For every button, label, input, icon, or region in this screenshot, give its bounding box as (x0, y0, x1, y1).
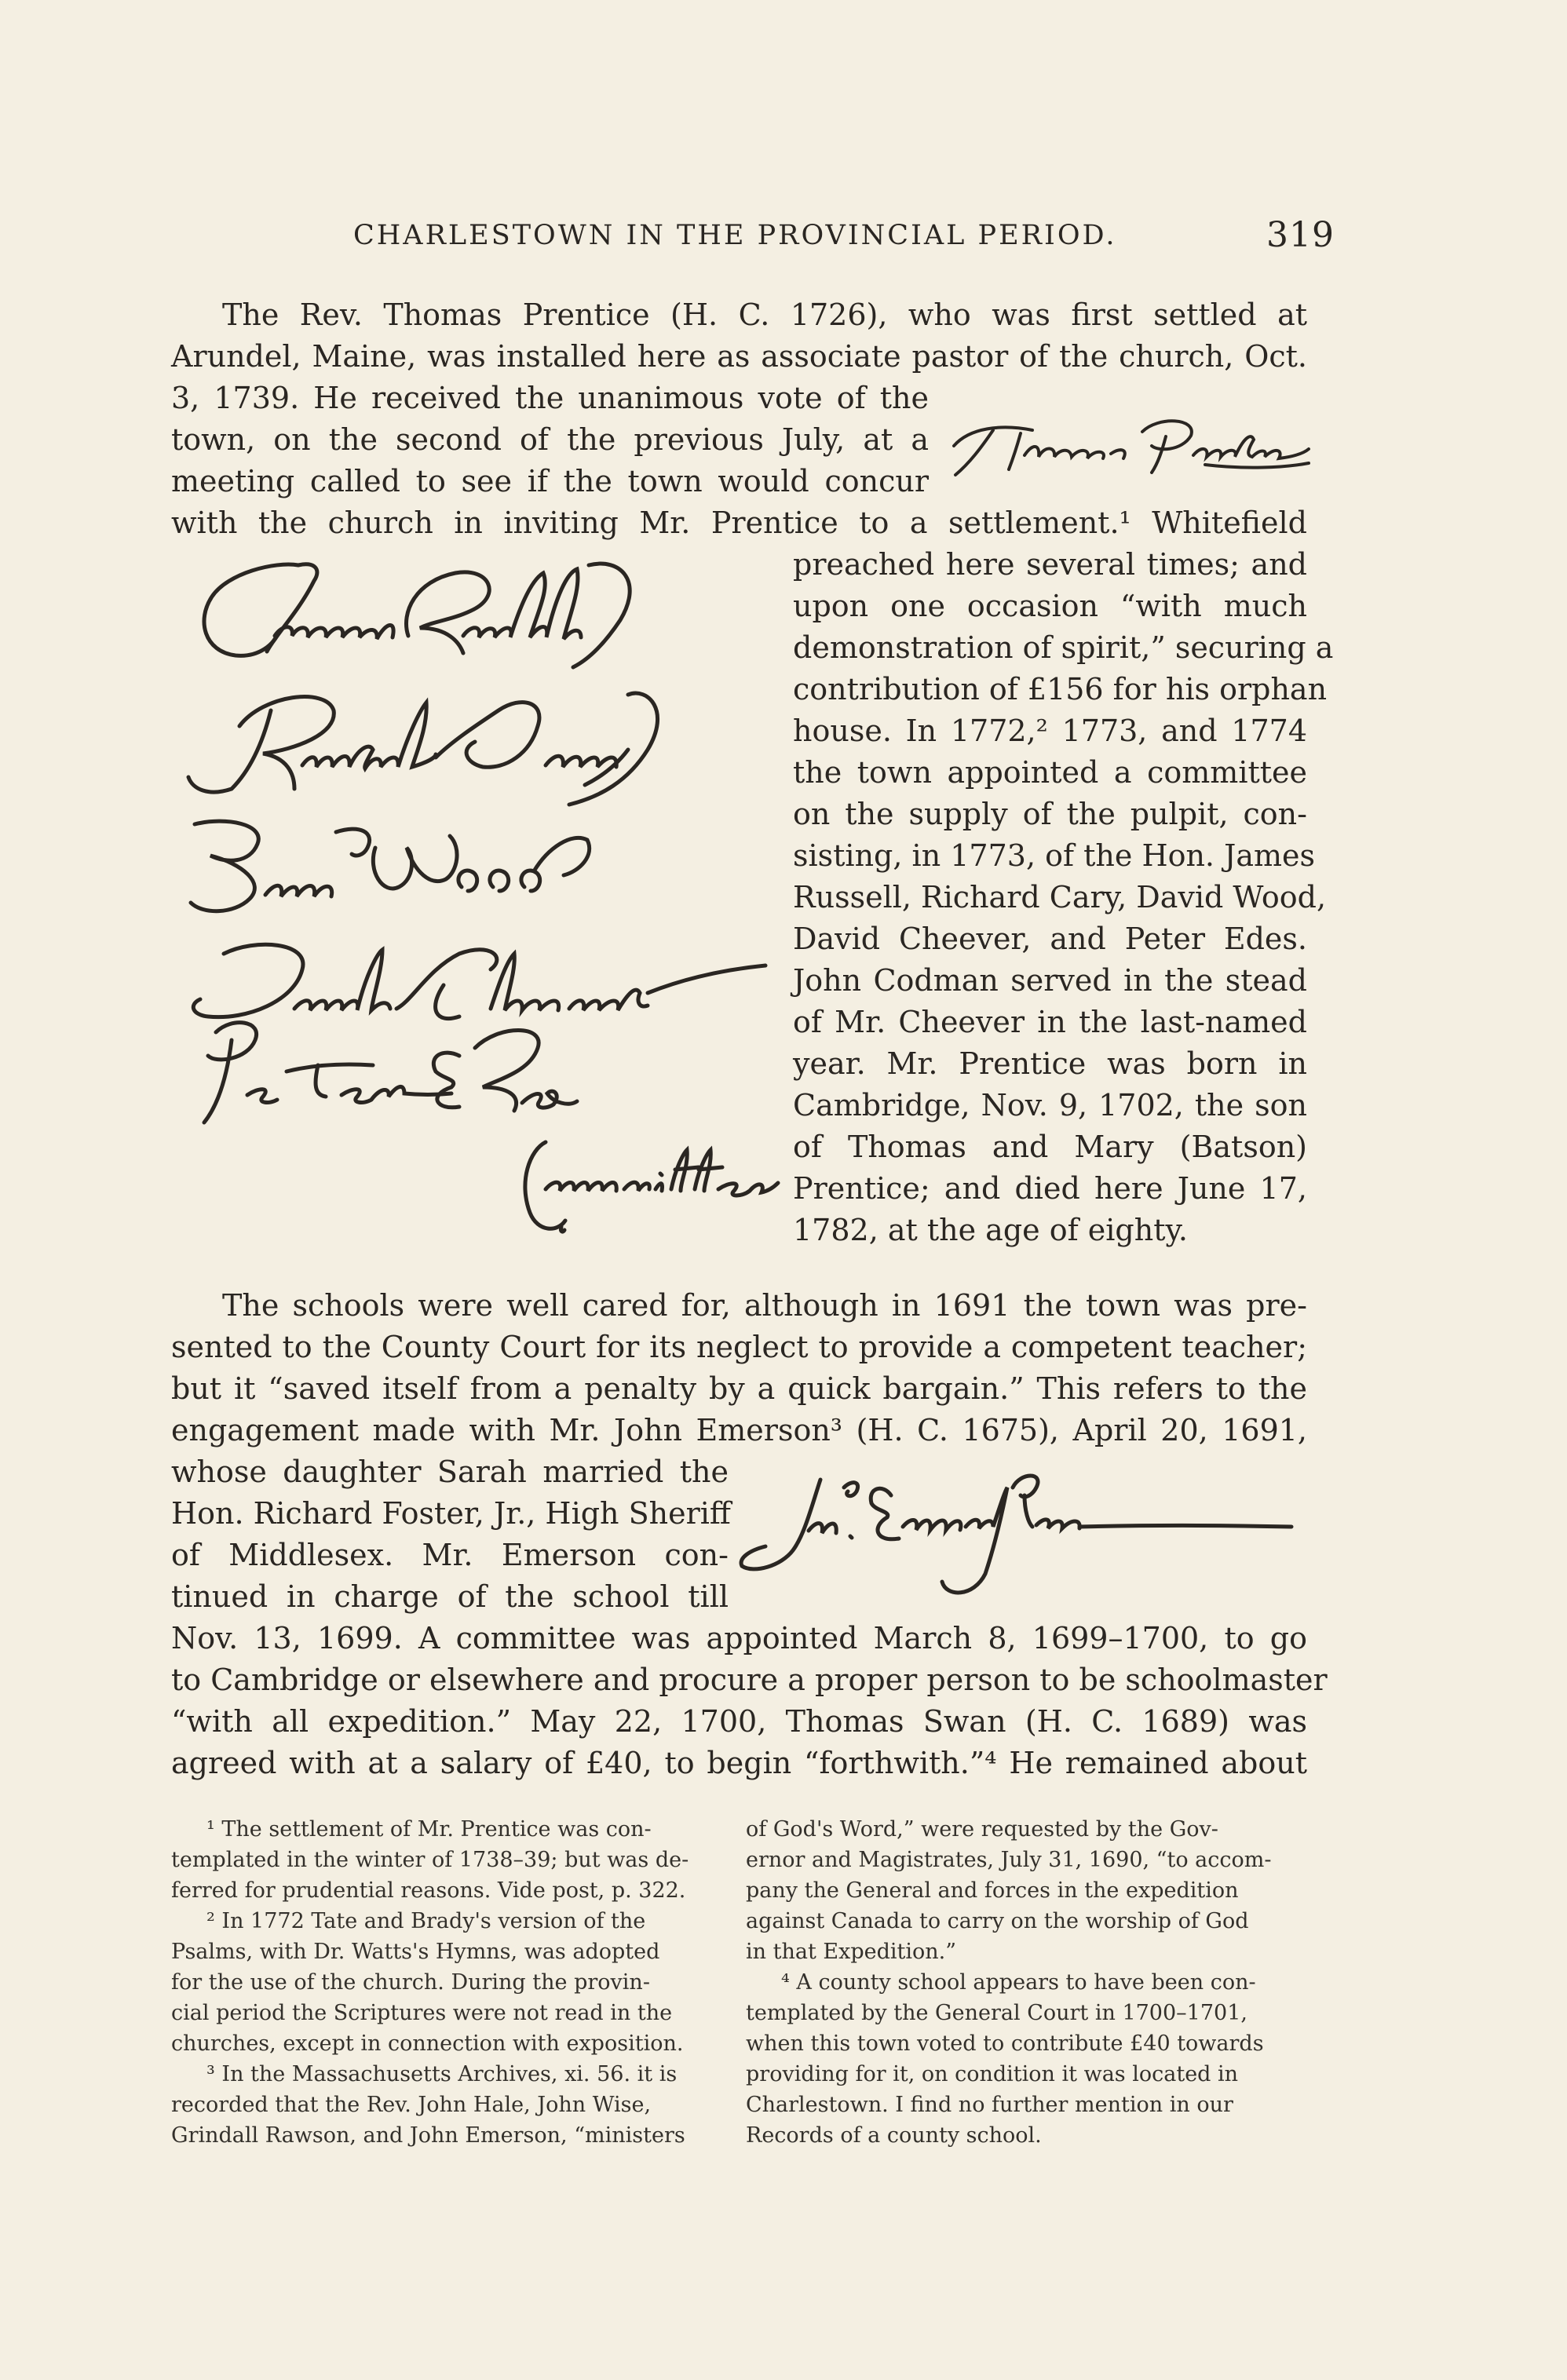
text-line: to Cambridge or elsewhere and procure a proper person to be schoolmaster (171, 1663, 1328, 1697)
footnote-line: ² In 1772 Tate and Brady's version of the (206, 1909, 646, 1933)
text-line: year. Mr. Prentice was born in (793, 1046, 1307, 1081)
footnote-line: Psalms, with Dr. Watts's Hymns, was adopted (171, 1940, 660, 1964)
footnote-line: ernor and Magistrates, July 31, 1690, “to accom- (746, 1848, 1272, 1872)
text-line: sented to the County Court for its neglect to provide a competent teacher; (171, 1330, 1307, 1364)
footnote-line: ³ In the Massachusetts Archives, xi. 56. it is (206, 2062, 678, 2086)
footnote-line: pany the General and forces in the expedition (746, 1878, 1239, 1903)
footnote-line: recorded that the Rev. John Hale, John Wise, (171, 2093, 652, 2117)
running-title: CHARLESTOWN IN THE PROVINCIAL PERIOD. (353, 220, 1117, 251)
text-line: of Thomas and Mary (Batson) (793, 1130, 1307, 1164)
text-line: meeting called to see if the town would concur (171, 464, 929, 498)
text-line: preached here several times; and (793, 547, 1307, 582)
text-line: John Codman served in the stead (793, 963, 1307, 998)
footnote-line: in that Expedition.” (746, 1940, 957, 1964)
text-line: contribution of £156 for his orphan (793, 672, 1328, 706)
footnote-line: cial period the Scriptures were not read in the (171, 2001, 673, 2025)
text-line: 1782, at the age of eighty. (793, 1213, 1188, 1247)
text-line: but it “saved itself from a penalty by a quick bargain.” This refers to the (171, 1371, 1307, 1406)
footnote-line: against Canada to carry on the worship of God (746, 1909, 1249, 1933)
text-line: Nov. 13, 1699. A committee was appointed March 8, 1699–1700, to go (171, 1621, 1307, 1655)
footnote-line: of God's Word,” were requested by the Gov- (746, 1817, 1218, 1842)
footnote-line: Grindall Rawson, and John Emerson, “ministers (171, 2123, 685, 2148)
text-line: whose daughter Sarah married the (171, 1455, 729, 1489)
text-line: of Middlesex. Mr. Emerson con- (171, 1538, 729, 1572)
footnote-line: for the use of the church. During the provin- (171, 1970, 650, 1995)
text-line: on the supply of the pulpit, con- (793, 797, 1307, 831)
footnote-line: churches, except in connection with exposition. (171, 2031, 684, 2056)
text-line: sisting, in 1773, of the Hon. James (793, 838, 1315, 873)
text-line: Prentice; and died here June 17, (793, 1171, 1307, 1206)
text-line: Cambridge, Nov. 9, 1702, the son (793, 1088, 1307, 1122)
text-line: engagement made with Mr. John Emerson³ (H. C. 1675), April 20, 1691, (171, 1413, 1307, 1447)
text-line: house. In 1772,² 1773, and 1774 (793, 714, 1307, 748)
text-line: “with all expedition.” May 22, 1700, Thomas Swan (H. C. 1689) was (171, 1704, 1307, 1739)
text-line: the town appointed a committee (793, 755, 1307, 790)
footnote-line: Records of a county school. (746, 2123, 1042, 2148)
text-line: town, on the second of the previous July, at a (171, 422, 929, 457)
footnote-line: templated in the winter of 1738–39; but was de- (171, 1848, 689, 1872)
text-line: Arundel, Maine, was installed here as associate pastor of the church, Oct. (171, 339, 1307, 374)
text-line: demonstration of spirit,” securing a (793, 630, 1334, 665)
text-line: Russell, Richard Cary, David Wood, (793, 880, 1327, 914)
page-number: 319 (1266, 215, 1335, 255)
footnote-line: providing for it, on condition it was located in (746, 2062, 1239, 2086)
footnote-line: when this town voted to contribute £40 towards (746, 2031, 1264, 2056)
footnote-line: ⁴ A county school appears to have been con- (781, 1970, 1256, 1995)
footnote-line: templated by the General Court in 1700–1701, (746, 2001, 1247, 2025)
text-line: of Mr. Cheever in the last-named (793, 1005, 1307, 1039)
text-line: upon one occasion “with much (793, 589, 1307, 623)
text-line: tinued in charge of the school till (171, 1579, 729, 1614)
text-line: Hon. Richard Foster, Jr., High Sheriff (171, 1496, 731, 1531)
footnote-line: ferred for prudential reasons. Vide post, p. 322. (171, 1878, 686, 1903)
text-line: David Cheever, and Peter Edes. (793, 922, 1307, 956)
footnote-line: ¹ The settlement of Mr. Prentice was con- (206, 1817, 652, 1842)
footnote-line: Charlestown. I find no further mention in our (746, 2093, 1233, 2117)
text-line: The Rev. Thomas Prentice (H. C. 1726), who was first settled at (222, 298, 1307, 332)
text-line: 3, 1739. He received the unanimous vote of the (171, 381, 929, 415)
text-line: with the church in inviting Mr. Prentice to a settlement.¹ Whitefield (171, 506, 1307, 540)
text-line: agreed with at a salary of £40, to begin “forthwith.”⁴ He remained about (171, 1746, 1307, 1780)
text-line: The schools were well cared for, although in 1691 the town was pre- (222, 1288, 1307, 1323)
